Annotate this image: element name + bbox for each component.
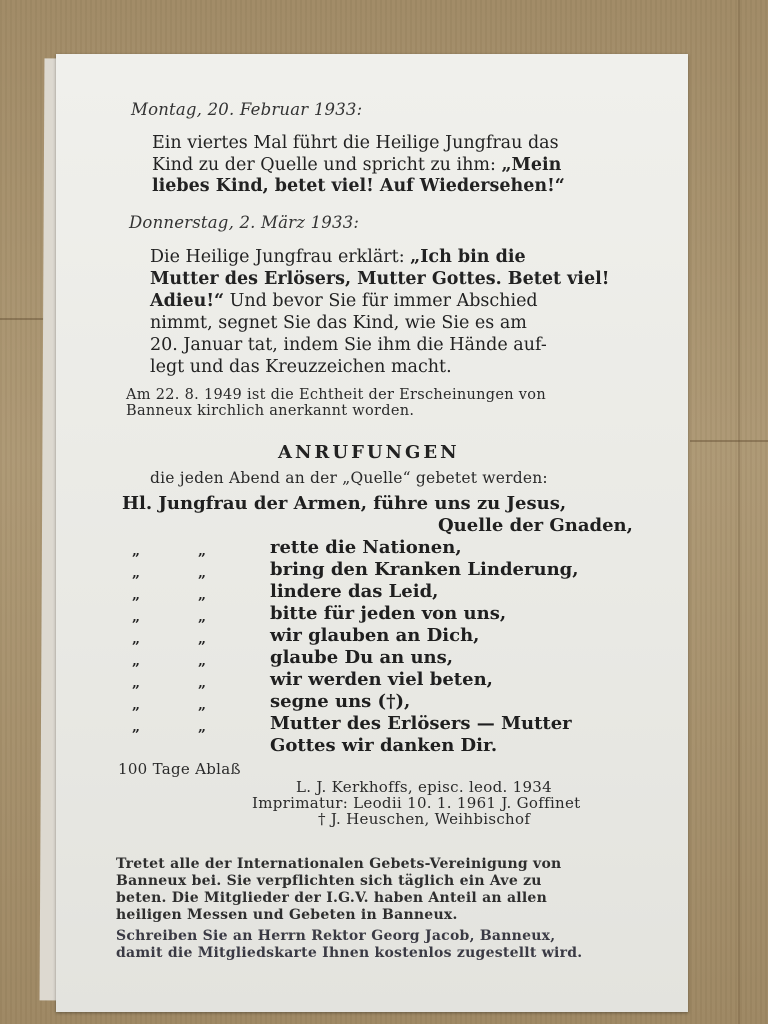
invocation-item: wir werden viel beten, — [270, 669, 493, 690]
invocation-first-line: Hl. Jungfrau der Armen, führe uns zu Jesus, — [122, 493, 567, 514]
indulgence-text: 100 Tage Ablaß — [118, 760, 241, 778]
date-heading-2: Donnerstag, 2. März 1933: — [129, 213, 360, 232]
ditto-mark: „ — [132, 653, 141, 669]
prayer-card — [56, 54, 688, 1012]
section1-line-3 — [152, 175, 565, 197]
section2-line-1-text: Die Heilige Jungfrau erklärt: — [150, 247, 411, 267]
ditto-mark: „ — [132, 543, 141, 559]
invocations-subheading: die jeden Abend an der „Quelle“ gebetet werden: — [150, 469, 548, 487]
section1-line-2-bold: „Mein — [501, 155, 562, 175]
section2-line-1-bold: „Ich bin die — [410, 247, 526, 267]
section1-line-1: Ein viertes Mal führt die Heilige Jungfrau das — [152, 133, 559, 153]
recognition-line-1: Am 22. 8. 1949 ist die Echtheit der Erscheinungen von — [126, 387, 546, 403]
ditto-mark: „ — [132, 565, 141, 581]
invocation-item: bitte für jeden von uns, — [270, 603, 507, 624]
invocation-item: segne uns (†), — [270, 691, 411, 712]
ditto-mark: „ — [198, 697, 207, 713]
ditto-mark: „ — [132, 609, 141, 625]
ditto-mark: „ — [132, 631, 141, 647]
section1-line-2-text: Kind zu der Quelle und spricht zu ihm: — [152, 155, 502, 175]
invocations-heading: ANRUFUNGEN — [278, 442, 460, 463]
section2-line-3-bold: Adieu!“ — [150, 291, 225, 311]
ditto-mark: „ — [132, 719, 141, 735]
invocation-item: wir glauben an Dich, — [270, 625, 480, 646]
footer-para1-line-1: Tretet alle der Internationalen Gebets-Vereinigung von — [116, 856, 562, 872]
section2-line-6: legt und das Kreuzzeichen macht. — [150, 357, 452, 377]
invocation-item: lindere das Leid, — [270, 581, 439, 602]
footer-para1-line-4: heiligen Messen und Gebeten in Banneux. — [116, 907, 458, 923]
ditto-mark: „ — [132, 675, 141, 691]
ditto-mark: „ — [198, 587, 207, 603]
ditto-mark: „ — [132, 697, 141, 713]
cardboard-edge — [738, 0, 740, 1024]
section1-line-2 — [152, 154, 561, 176]
approval-line-2: Imprimatur: Leodii 10. 1. 1961 J. Goffinet — [252, 794, 581, 812]
section2-line-2 — [150, 268, 609, 290]
invocation-item: Quelle der Gnaden, — [438, 515, 633, 536]
ditto-mark: „ — [198, 653, 207, 669]
ditto-mark: „ — [132, 587, 141, 603]
footer-para1-line-3: beten. Die Mitglieder der I.G.V. haben Anteil an allen — [116, 890, 548, 906]
section2-line-1 — [150, 246, 526, 268]
footer-para2-line-2: damit die Mitgliedskarte Ihnen kostenlos zugestellt wird. — [116, 945, 583, 961]
section2-line-2-bold: Mutter des Erlösers, Mutter Gottes. Betet viel! — [150, 269, 610, 289]
approval-line-3: † J. Heuschen, Weihbischof — [318, 810, 531, 828]
ditto-mark: „ — [198, 719, 207, 735]
invocation-item: bring den Kranken Linderung, — [270, 559, 579, 580]
invocation-item: glaube Du an uns, — [270, 647, 454, 668]
footer-para1-line-2: Banneux bei. Sie verpflichten sich täglich ein Ave zu — [116, 873, 542, 889]
date-heading-1: Montag, 20. Februar 1933: — [131, 100, 363, 119]
ditto-mark: „ — [198, 675, 207, 691]
ditto-mark: „ — [198, 609, 207, 625]
approval-line-1: L. J. Kerkhoffs, episc. leod. 1934 — [296, 778, 552, 796]
section1-line-3-bold: liebes Kind, betet viel! Auf Wiedersehen!“ — [152, 176, 565, 196]
invocation-item: Gottes wir danken Dir. — [270, 735, 498, 756]
cardboard-crease-right — [690, 440, 768, 442]
invocation-item: Mutter des Erlösers — Mutter — [270, 713, 572, 734]
footer-para2-line-1: Schreiben Sie an Herrn Rektor Georg Jacob, Banneux, — [116, 928, 556, 944]
recognition-line-2: Banneux kirchlich anerkannt worden. — [126, 403, 415, 419]
ditto-mark: „ — [198, 631, 207, 647]
ditto-mark: „ — [198, 543, 207, 559]
section2-line-3-text: Und bevor Sie für immer Abschied — [224, 291, 538, 311]
ditto-mark: „ — [198, 565, 207, 581]
section2-line-4: nimmt, segnet Sie das Kind, wie Sie es am — [150, 313, 527, 333]
section2-line-5: 20. Januar tat, indem Sie ihm die Hände auf- — [150, 335, 547, 355]
section2-line-3 — [150, 290, 538, 312]
invocation-item: rette die Nationen, — [270, 537, 462, 558]
